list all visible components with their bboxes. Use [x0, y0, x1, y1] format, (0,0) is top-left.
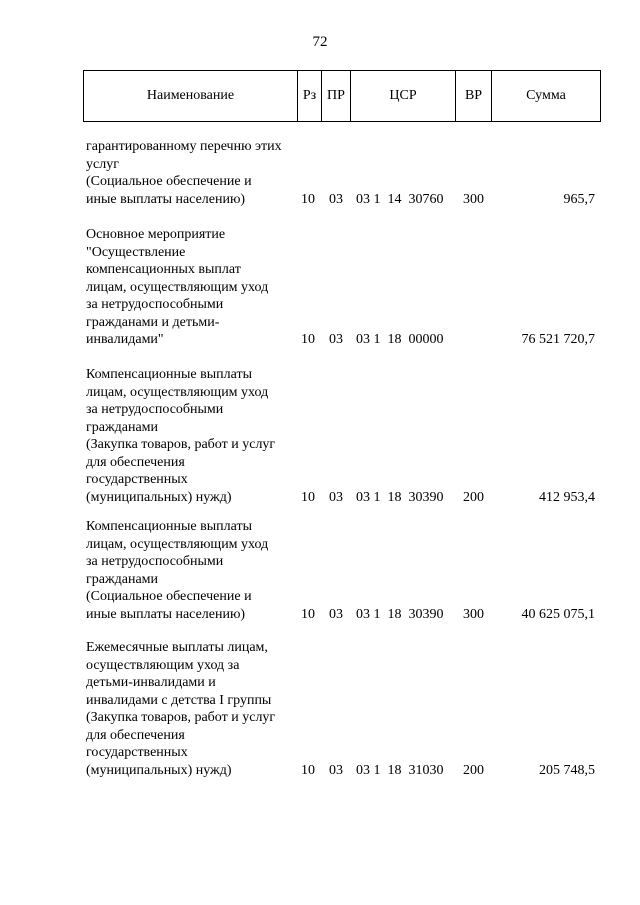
row-name-line: (муниципальных) нужд) — [86, 762, 232, 778]
row-name-line: за нетрудоспособными — [86, 297, 224, 312]
row-name-line: государственных — [86, 745, 188, 760]
header-rz: Рз — [298, 71, 322, 122]
row-vr: 300 — [463, 191, 484, 207]
row-name-line: для обеспечения — [86, 727, 185, 743]
row-name-line: компенсационных выплат — [86, 262, 241, 277]
row-sum: 205 748,5 — [539, 762, 595, 778]
row-name-line: инвалидами" — [86, 332, 164, 347]
row-name-line: лицам, осуществляющим уход — [86, 279, 269, 295]
row-csr: 03 1 18 30390 — [356, 606, 444, 622]
row-name-line: осуществляющим уход за — [86, 657, 240, 673]
row-name-line: инвалидами с детства I группы — [86, 692, 272, 708]
row-name — [86, 639, 300, 779]
row-name — [86, 518, 300, 623]
row-name-line: Ежемесячные выплаты лицам, — [86, 640, 268, 655]
row-name-line: (Закупка товаров, работ и услуг — [86, 710, 276, 725]
header-name: Наименование — [84, 71, 298, 122]
row-name-line: Компенсационные выплаты — [86, 367, 252, 382]
row-rz: 10 — [301, 489, 315, 505]
row-pr: 03 — [329, 606, 343, 622]
row-rz: 10 — [301, 606, 315, 622]
row-csr: 03 1 14 30760 — [356, 191, 444, 207]
row-name-line: гарантированному перечню этих — [86, 139, 282, 154]
row-name-line: (Социальное обеспечение и — [86, 174, 252, 189]
row-name-line: лицам, осуществляющим уход — [86, 536, 269, 552]
row-name-line: Основное мероприятие — [86, 227, 226, 242]
row-pr: 03 — [329, 191, 343, 207]
row-name-line: иные выплаты населению) — [86, 191, 246, 207]
row-name — [86, 226, 300, 349]
row-name — [86, 138, 300, 208]
row-sum: 76 521 720,7 — [521, 332, 595, 347]
row-csr: 03 1 18 31030 — [356, 762, 444, 778]
row-name-line: гражданами — [86, 419, 159, 435]
row-name-line: государственных — [86, 472, 188, 487]
row-rz: 10 — [301, 762, 315, 778]
row-name-line: (муниципальных) нужд) — [86, 489, 232, 505]
row-rz: 10 — [301, 332, 315, 347]
row-name-line: иные выплаты населению) — [86, 606, 246, 622]
row-name-line: услуг — [86, 156, 119, 172]
row-name-line: (Социальное обеспечение и — [86, 589, 252, 604]
row-name-line: (Закупка товаров, работ и услуг — [86, 437, 276, 452]
row-sum: 965,7 — [563, 191, 595, 207]
row-name-line: гражданами и детьми- — [86, 314, 220, 330]
row-sum: 40 625 075,1 — [521, 606, 595, 622]
row-rz: 10 — [301, 191, 315, 207]
row-name-line: для обеспечения — [86, 454, 185, 470]
row-pr: 03 — [329, 762, 343, 778]
row-name-line: "Осуществление — [86, 244, 186, 260]
table-header — [83, 70, 601, 122]
row-name-line: за нетрудоспособными — [86, 554, 224, 569]
header-sum: Сумма — [492, 71, 601, 122]
row-pr: 03 — [329, 489, 343, 505]
page-number: 72 — [312, 34, 328, 50]
header-vr: ВР — [456, 71, 492, 122]
row-csr: 03 1 18 30390 — [356, 489, 444, 505]
row-name-line: гражданами — [86, 571, 159, 587]
row-name-line: за нетрудоспособными — [86, 402, 224, 417]
row-pr: 03 — [329, 332, 343, 347]
row-sum: 412 953,4 — [539, 489, 595, 505]
row-name-line: детьми-инвалидами и — [86, 675, 216, 690]
row-csr: 03 1 18 00000 — [356, 332, 444, 347]
header-csr: ЦСР — [351, 71, 456, 122]
row-vr: 200 — [463, 489, 484, 505]
row-name — [86, 366, 300, 506]
row-name-line: лицам, осуществляющим уход — [86, 384, 269, 400]
row-vr: 300 — [463, 606, 484, 622]
row-name-line: Компенсационные выплаты — [86, 519, 252, 534]
header-pr: ПР — [322, 71, 351, 122]
row-vr: 200 — [463, 762, 484, 778]
